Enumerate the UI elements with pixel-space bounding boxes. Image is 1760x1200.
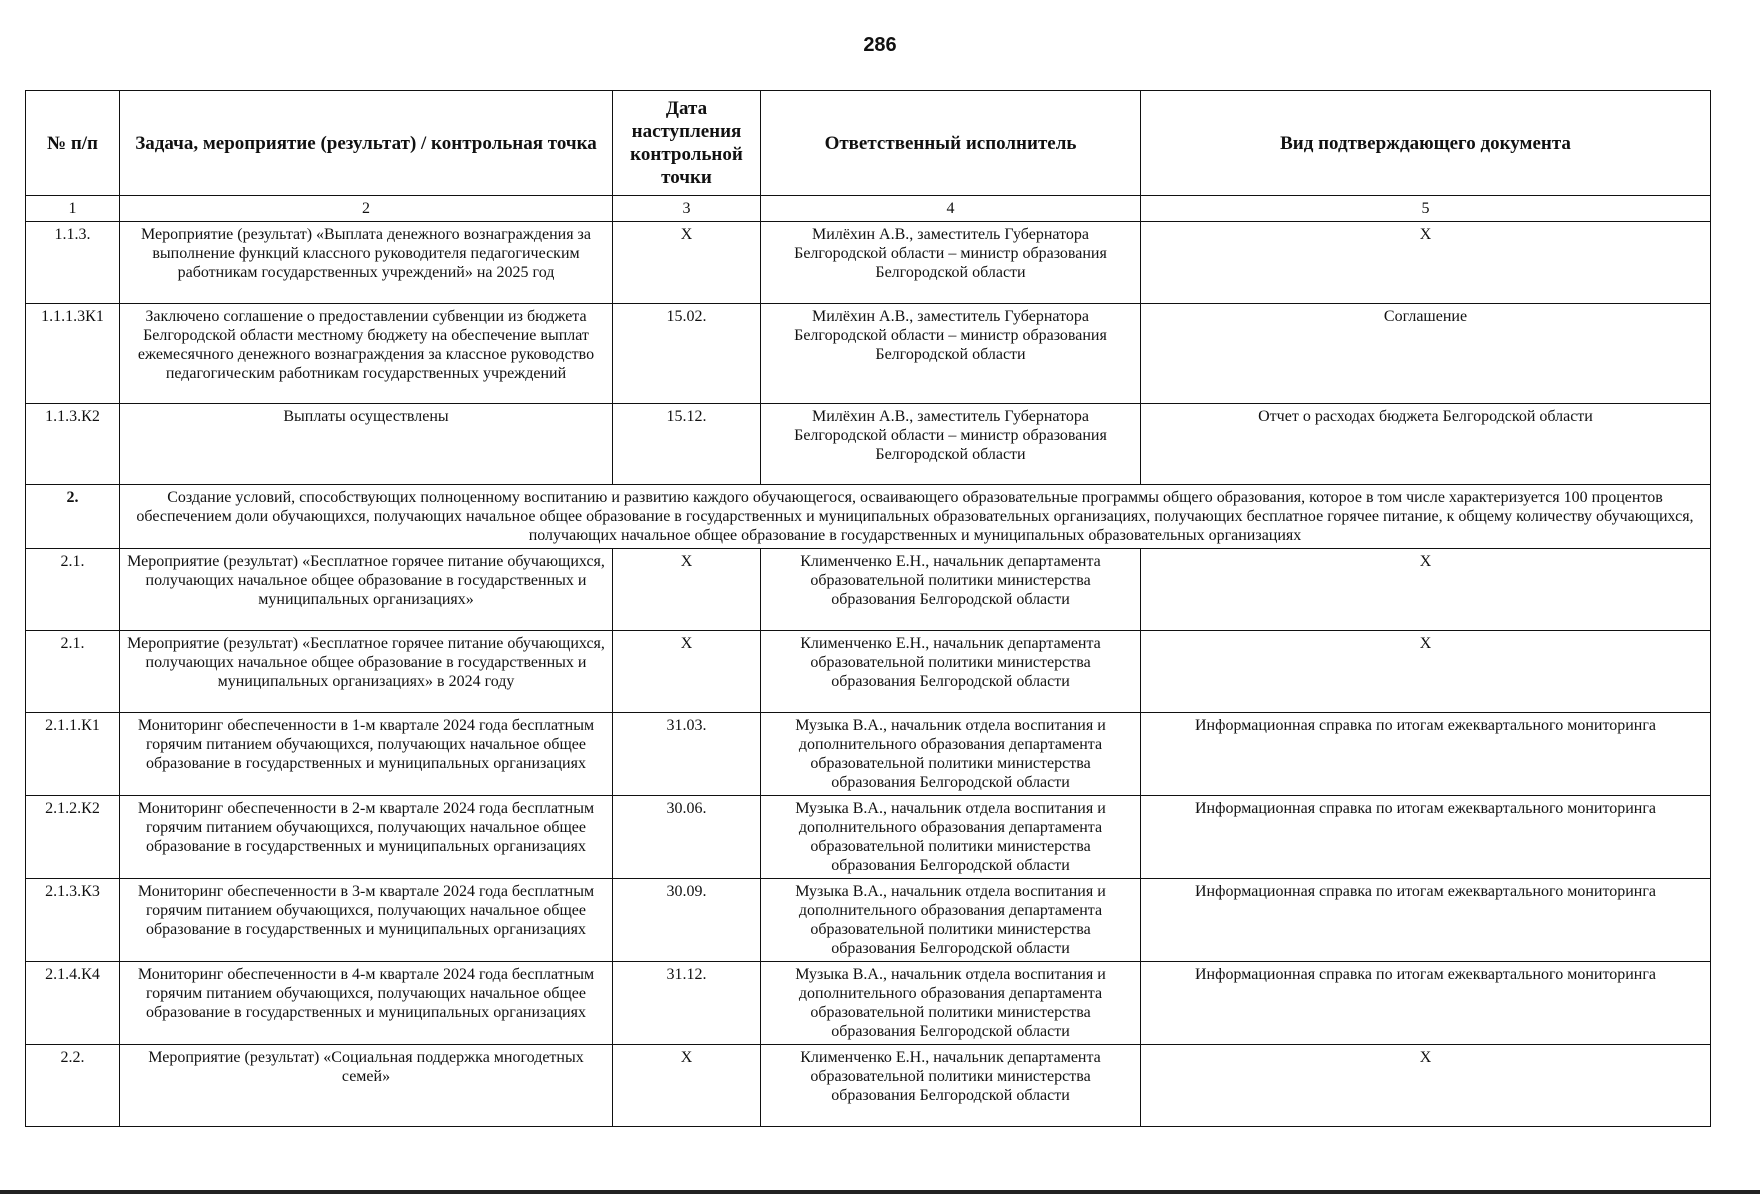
table-row [26,713,1711,796]
row-responsible: Клименченко Е.Н., начальник департамента образовательной политики министерства образования Белгородской области [761,1045,1141,1127]
row-responsible: Музыка В.А., начальник отдела воспитания и дополнительного образования департамента образовательной политики министерства образования Белгородской области [761,796,1141,879]
row-document: X [1141,549,1711,631]
row-responsible: Клименченко Е.Н., начальник департамента образовательной политики министерства образования Белгородской области [761,631,1141,713]
row-responsible: Музыка В.А., начальник отдела воспитания и дополнительного образования департамента образовательной политики министерства образования Белгородской области [761,879,1141,962]
row-number: 2.1. [26,631,120,713]
column-number: 5 [1141,196,1711,222]
control-points-table [25,90,1711,1127]
section-row [26,485,1711,549]
row-number: 2.1.2.К2 [26,796,120,879]
row-document: Информационная справка по итогам ежеквартального мониторинга [1141,879,1711,962]
row-task: Мероприятие (результат) «Бесплатное горячее питание обучающихся, получающих начальное общее образование в государственных и муниципальных организациях» в 2024 году [120,631,613,713]
row-number: 1.1.3. [26,222,120,304]
row-task: Мероприятие (результат) «Выплата денежного вознаграждения за выполнение функций классного руководителя педагогическим работникам государственных учреждений» на 2025 год [120,222,613,304]
row-date: 15.02. [613,304,761,404]
row-date: X [613,222,761,304]
table-row [26,1045,1711,1127]
row-task: Мониторинг обеспеченности в 4-м квартале 2024 года бесплатным горячим питанием обучающихся, получающих начальное общее образование в государственных и муниципальных организациях [120,962,613,1045]
header-responsible: Ответственный исполнитель [761,91,1141,196]
row-date: X [613,1045,761,1127]
header-number: № п/п [26,91,120,196]
row-document: Отчет о расходах бюджета Белгородской области [1141,404,1711,485]
row-number: 2.1.1.К1 [26,713,120,796]
row-task: Мониторинг обеспеченности в 2-м квартале 2024 года бесплатным горячим питанием обучающихся, получающих начальное общее образование в государственных и муниципальных организациях [120,796,613,879]
row-document: Соглашение [1141,304,1711,404]
table-row [26,304,1711,404]
row-responsible: Музыка В.А., начальник отдела воспитания и дополнительного образования департамента образовательной политики министерства образования Белгородской области [761,962,1141,1045]
row-date: X [613,631,761,713]
row-task: Мероприятие (результат) «Бесплатное горячее питание обучающихся, получающих начальное общее образование в государственных и муниципальных организациях» [120,549,613,631]
row-document: Информационная справка по итогам ежеквартального мониторинга [1141,796,1711,879]
table-row [26,404,1711,485]
row-task: Заключено соглашение о предоставлении субвенции из бюджета Белгородской области местному бюджету на обеспечение выплат ежемесячного денежного вознаграждения за классное руководство педагогическим работникам государственных учреждений [120,304,613,404]
row-number: 2.2. [26,1045,120,1127]
row-responsible: Милёхин А.В., заместитель Губернатора Белгородской области – министр образования Белгородской области [761,404,1141,485]
row-task: Мониторинг обеспеченности в 3-м квартале 2024 года бесплатным горячим питанием обучающихся, получающих начальное общее образование в государственных и муниципальных организациях [120,879,613,962]
row-date: 30.09. [613,879,761,962]
row-date: 31.03. [613,713,761,796]
header-date: Дата наступления контрольной точки [613,91,761,196]
row-responsible: Клименченко Е.Н., начальник департамента образовательной политики министерства образования Белгородской области [761,549,1141,631]
section-number: 2. [26,485,120,549]
row-document: Информационная справка по итогам ежеквартального мониторинга [1141,713,1711,796]
section-text: Создание условий, способствующих полноценному воспитанию и развитию каждого обучающегося, осваивающего образовательные программы общего образования, которое в том числе характеризуется 100 процентов обеспечением доли обучающихся, получающих начальное общее образование в государственных и муниципальных образовательных организациях, получающих бесплатное горячее питание, к общему количеству обучающихся, получающих начальное общее образование в государственных и муниципальных образовательных организациях [120,485,1711,549]
table-row [26,962,1711,1045]
row-responsible: Милёхин А.В., заместитель Губернатора Белгородской области – министр образования Белгородской области [761,304,1141,404]
row-task: Мероприятие (результат) «Социальная поддержка многодетных семей» [120,1045,613,1127]
column-numbers-row [26,196,1711,222]
column-number: 4 [761,196,1141,222]
row-date: X [613,549,761,631]
page-number: 286 [863,34,897,56]
row-date: 31.12. [613,962,761,1045]
row-number: 2.1.3.К3 [26,879,120,962]
header-task: Задача, мероприятие (результат) / контрольная точка [120,91,613,196]
row-number: 2.1. [26,549,120,631]
table-row [26,222,1711,304]
row-number: 1.1.1.3К1 [26,304,120,404]
row-document: X [1141,222,1711,304]
row-number: 2.1.4.К4 [26,962,120,1045]
table-row [26,879,1711,962]
row-date: 15.12. [613,404,761,485]
bottom-scan-edge [0,1190,1760,1194]
table-row [26,631,1711,713]
row-date: 30.06. [613,796,761,879]
header-document: Вид подтверждающего документа [1141,91,1711,196]
row-task: Выплаты осуществлены [120,404,613,485]
table-row [26,796,1711,879]
row-responsible: Милёхин А.В., заместитель Губернатора Белгородской области – министр образования Белгородской области [761,222,1141,304]
table-header-row [26,91,1711,196]
row-document: X [1141,1045,1711,1127]
table-row [26,549,1711,631]
row-document: Информационная справка по итогам ежеквартального мониторинга [1141,962,1711,1045]
column-number: 2 [120,196,613,222]
row-document: X [1141,631,1711,713]
row-number: 1.1.3.К2 [26,404,120,485]
row-task: Мониторинг обеспеченности в 1-м квартале 2024 года бесплатным горячим питанием обучающихся, получающих начальное общее образование в государственных и муниципальных организациях [120,713,613,796]
column-number: 1 [26,196,120,222]
column-number: 3 [613,196,761,222]
row-responsible: Музыка В.А., начальник отдела воспитания и дополнительного образования департамента образовательной политики министерства образования Белгородской области [761,713,1141,796]
